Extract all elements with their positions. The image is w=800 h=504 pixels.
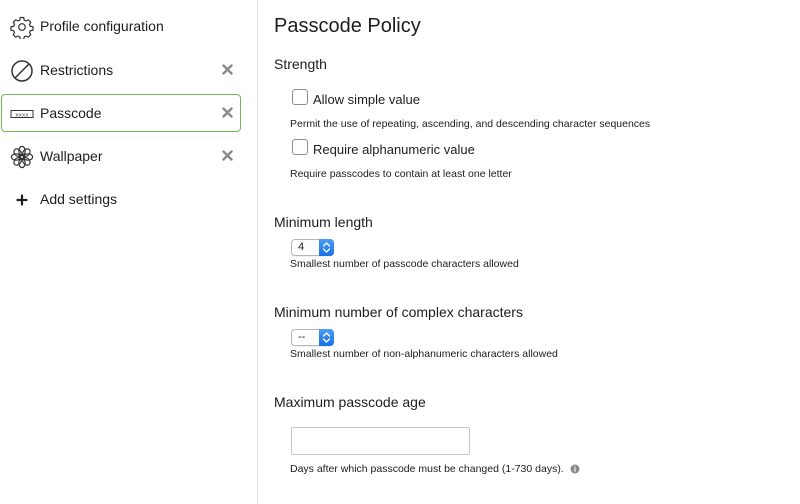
minimum-complex-value: -- — [298, 331, 306, 343]
flower-icon — [10, 145, 34, 169]
sidebar-item-label: Wallpaper — [40, 148, 103, 164]
sidebar-item-label: Add settings — [40, 191, 118, 207]
chevron-up-down-icon — [319, 239, 334, 256]
gear-icon — [10, 15, 34, 39]
remove-passcode-button[interactable] — [220, 105, 234, 119]
require-alphanumeric-help: Require passcodes to contain at least one letter — [290, 168, 512, 180]
minimum-complex-title: Minimum number of complex characters — [274, 304, 523, 320]
minimum-length-select[interactable] — [291, 239, 334, 256]
maximum-age-input[interactable] — [291, 427, 470, 455]
info-icon[interactable] — [570, 464, 580, 474]
chevron-up-down-icon — [319, 329, 334, 346]
allow-simple-label[interactable]: Allow simple value — [313, 92, 420, 107]
sidebar-item-passcode[interactable] — [1, 94, 241, 132]
minimum-length-title: Minimum length — [274, 214, 373, 230]
sidebar-item-wallpaper[interactable] — [1, 137, 241, 175]
remove-restrictions-button[interactable] — [220, 62, 234, 76]
sidebar-item-profile-configuration[interactable] — [1, 7, 241, 45]
require-alphanumeric-checkbox[interactable] — [292, 139, 308, 155]
remove-wallpaper-button[interactable] — [220, 148, 234, 162]
minimum-length-value: 4 — [298, 241, 305, 253]
plus-icon — [10, 188, 34, 212]
sidebar-item-restrictions[interactable] — [1, 51, 241, 89]
minimum-complex-select[interactable] — [291, 329, 334, 346]
maximum-age-title: Maximum passcode age — [274, 394, 426, 410]
sidebar-item-label: Passcode — [40, 105, 102, 121]
close-icon — [222, 64, 233, 75]
sidebar-item-label: Profile configuration — [40, 18, 164, 34]
svg-text:xxxx: xxxx — [15, 112, 29, 119]
maximum-age-help: Days after which passcode must be changed (1-730 days). — [290, 463, 564, 475]
require-alphanumeric-label[interactable]: Require alphanumeric value — [313, 142, 475, 157]
passcode-icon — [10, 102, 34, 126]
add-settings-button[interactable] — [1, 180, 241, 218]
minimum-length-help: Smallest number of passcode characters allowed — [290, 258, 519, 270]
sidebar — [0, 0, 258, 504]
allow-simple-checkbox[interactable] — [292, 89, 308, 105]
allow-simple-help: Permit the use of repeating, ascending, and descending character sequences — [290, 118, 651, 130]
close-icon — [222, 150, 233, 161]
sidebar-item-label: Restrictions — [40, 62, 114, 78]
minimum-complex-help: Smallest number of non-alphanumeric characters allowed — [290, 348, 558, 360]
restriction-icon — [10, 59, 34, 83]
close-icon — [222, 107, 233, 118]
passcode-policy-panel — [259, 0, 800, 504]
strength-section-title: Strength — [274, 56, 327, 72]
page-title: Passcode Policy — [274, 15, 421, 37]
